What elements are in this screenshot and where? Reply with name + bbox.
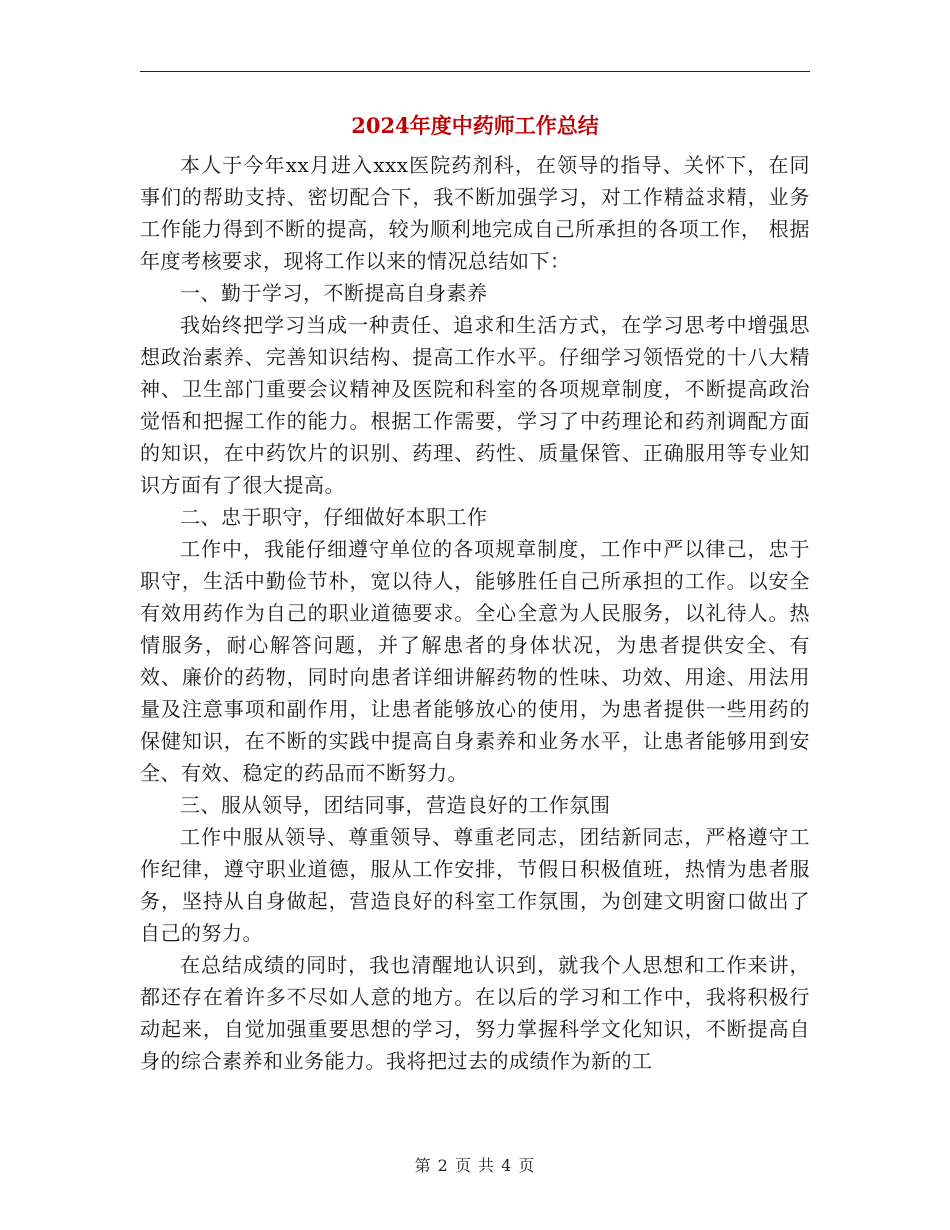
page-number: 第 2 页 共 4 页 — [414, 1156, 536, 1175]
header-rule — [140, 71, 810, 72]
section-heading-1: 一、勤于学习，不断提高自身素养 — [180, 281, 488, 305]
section-heading-2: 二、忠于职守，仔细做好本职工作 — [180, 505, 488, 529]
section-1-paragraph: 我始终把学习当成一种责任、追求和生活方式，在学习思考中增强思想政治素养、完善知识结构、提高工作水平。仔细学习领悟党的十八大精神、卫生部门重要会议精神及医院和科室的各项规章制度，不断提高政治觉悟和把握工作的能力。根据工作需要，学习了中药理论和药剂调配方面的知识，在中药饮片的识别、药理、药性、质量保管、正确服用等专业知识方面有了很大提高。 — [140, 313, 810, 497]
intro-paragraph: 本人于今年xx月进入xxx医院药剂科，在领导的指导、关怀下，在同事们的帮助支持、密切配合下，我不断加强学习，对工作精益求精，业务工作能力得到不断的提高，较为顺利地完成自己所承担的各项工作， 根据年度考核要求，现将工作以来的情况总结如下： — [140, 153, 810, 273]
section-2-paragraph: 工作中，我能仔细遵守单位的各项规章制度，工作中严以律己，忠于职守，生活中勤俭节朴，宽以待人，能够胜任自己所承担的工作。以安全有效用药作为自己的职业道德要求。全心全意为人民服务，以礼待人。热情服务，耐心解答问题，并了解患者的身体状况，为患者提供安全、有效、廉价的药物，同时向患者详细讲解药物的性味、功效、用途、用法用量及注意事项和副作用，让患者能够放心的使用，为患者提供一些用药的保健知识，在不断的实践中提高自身素养和业务水平，让患者能够用到安全、有效、稳定的药品而不断努力。 — [140, 537, 810, 785]
summary-paragraph: 在总结成绩的同时，我也清醒地认识到，就我个人思想和工作来讲，都还存在着许多不尽如人意的地方。在以后的学习和工作中，我将积极行动起来，自觉加强重要思想的学习，努力掌握科学文化知识，不断提高自身的综合素养和业务能力。我将把过去的成绩作为新的工 — [140, 953, 810, 1073]
section-3-paragraph: 工作中服从领导、尊重领导、尊重老同志，团结新同志，严格遵守工作纪律，遵守职业道德，服从工作安排，节假日积极值班，热情为患者服务，坚持从自身做起，营造良好的科室工作氛围，为创建文明窗口做出了自己的努力。 — [140, 825, 810, 945]
section-heading-3: 三、服从领导，团结同事，营造良好的工作氛围 — [180, 793, 611, 817]
document-body — [140, 149, 810, 1077]
document-title: 2024年度中药师工作总结 — [351, 113, 599, 138]
